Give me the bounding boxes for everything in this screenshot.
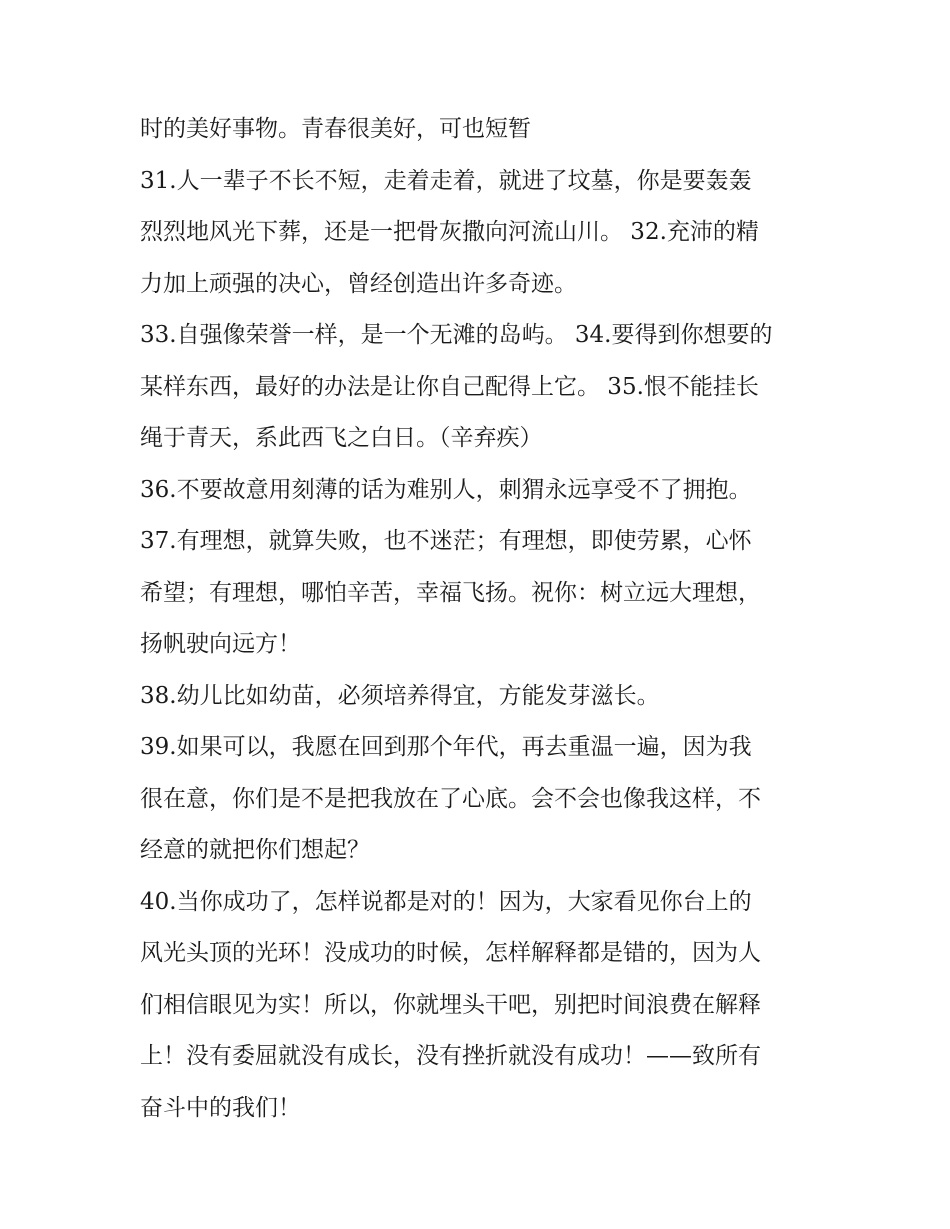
text-line: 39.如果可以，我愿在回到那个年代，再去重温一遍，因为我 xyxy=(140,734,752,760)
text-line: 经意的就把你们想起？ xyxy=(140,837,370,863)
text-line: 37.有理想，就算失败，也不迷茫；有理想，即使劳累，心怀 xyxy=(140,528,752,554)
text-line: 们相信眼见为实！所以，你就埋头干吧，别把时间浪费在解释 xyxy=(140,991,761,1018)
text-line: 33.自强像荣誉一样，是一个无滩的岛屿。 34.要得到你想要的 xyxy=(140,322,773,348)
document-body xyxy=(140,104,820,1134)
text-line: 时的美好事物。青春很美好，可也短暂 xyxy=(140,116,531,142)
text-line: 希望；有理想，哪怕辛苦，幸福飞扬。祝你：树立远大理想， xyxy=(140,579,761,606)
text-line: 40.当你成功了，怎样说都是对的！因为，大家看见你台上的 xyxy=(140,888,752,915)
text-line: 烈烈地风光下葬，还是一把骨灰撒向河流山川。 32.充沛的精 xyxy=(140,219,759,245)
text-line: 很在意，你们是不是把我放在了心底。会不会也像我这样，不 xyxy=(140,785,761,812)
text-line: 奋斗中的我们！ xyxy=(140,1094,301,1121)
text-line: 某样东西，最好的办法是让你自己配得上它。 35.恨不能挂长 xyxy=(140,373,759,400)
text-line: 绳于青天，系此西飞之白日。（辛弃疾） xyxy=(140,425,543,451)
text-line: 力加上顽强的决心，曾经创造出许多奇迹。 xyxy=(140,270,577,297)
text-line: 风光头顶的光环！没成功的时候，怎样解释都是错的，因为人 xyxy=(140,940,761,966)
text-line: 扬帆驶向远方！ xyxy=(140,631,301,657)
text-line: 31.人一辈子不长不短，走着走着，就进了坟墓，你是要轰轰 xyxy=(140,167,752,194)
text-line: 36.不要故意用刻薄的话为难别人，刺猬永远享受不了拥抱。 xyxy=(140,476,752,503)
text-line: 上！没有委屈就没有成长，没有挫折就没有成功！——致所有 xyxy=(140,1043,761,1069)
text-line: 38.幼儿比如幼苗，必须培养得宜，方能发芽滋长。 xyxy=(140,682,660,709)
